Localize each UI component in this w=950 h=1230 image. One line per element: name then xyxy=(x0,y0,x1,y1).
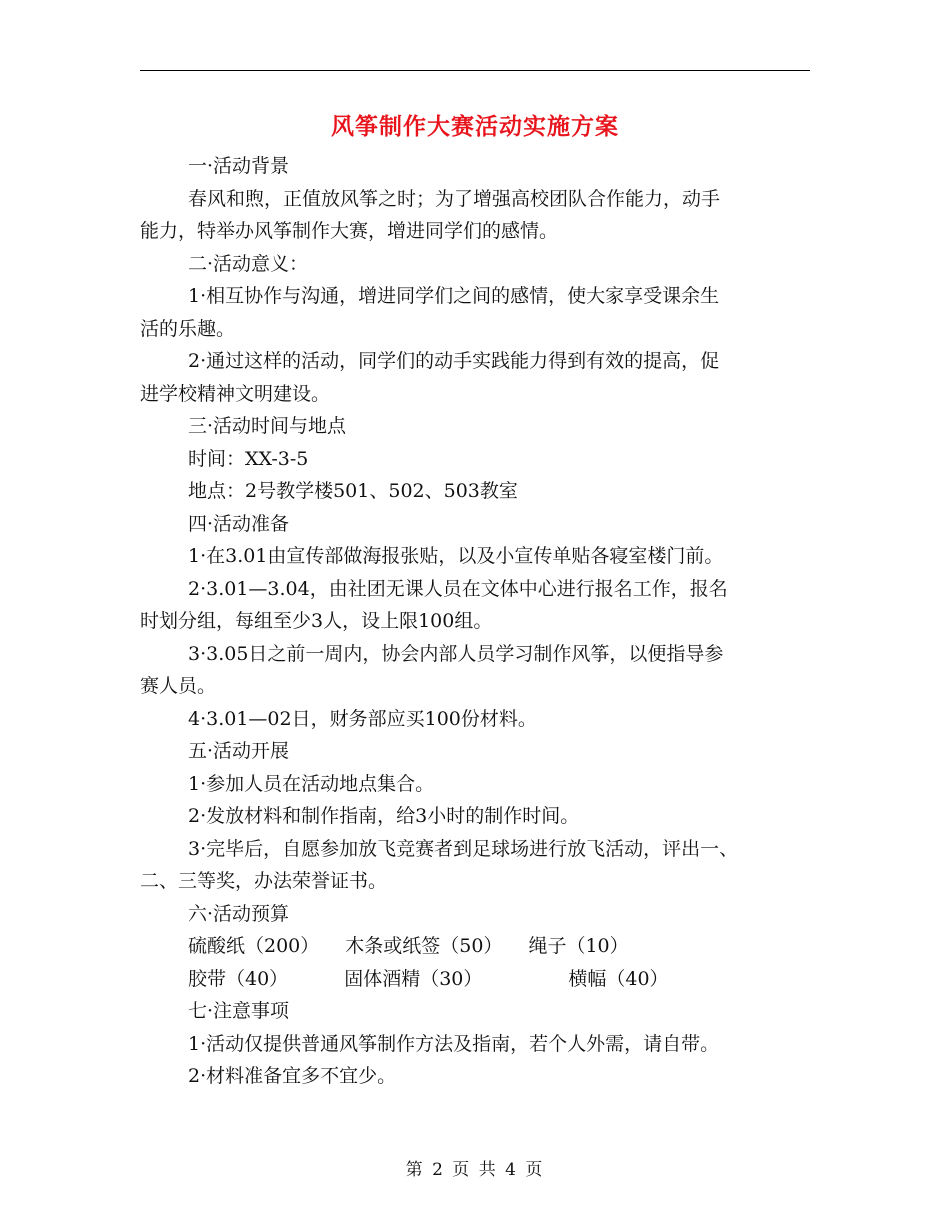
text-line: 一·活动背景 xyxy=(188,155,290,177)
text-line: 能力，特举办风筝制作大赛，增进同学们的感情。 xyxy=(140,220,559,242)
text-line: 二·活动意义： xyxy=(188,252,309,275)
text-line: 六·活动预算 xyxy=(188,902,290,925)
text-line: 2·发放材料和制作指南，给3小时的制作时间。 xyxy=(188,805,580,827)
text-line: 2·材料准备宜多不宜少。 xyxy=(188,1065,397,1087)
tail-lines xyxy=(140,995,820,1093)
text-line: 春风和煦，正值放风筝之时；为了增强高校团队合作能力，动手 xyxy=(188,187,721,210)
text-line: 时间：XX-3-5 xyxy=(188,447,309,470)
text-line: 地点：2号教学楼501、502、503教室 xyxy=(188,480,518,502)
text-line: 1·在3.01由宣传部做海报张贴，以及小宣传单贴各寝室楼门前。 xyxy=(188,545,724,567)
budget-item: 木条或纸签（50） xyxy=(345,935,503,957)
document-title: 风筝制作大赛活动实施方案 xyxy=(331,113,619,140)
budget-item: 绳子（10） xyxy=(528,935,629,957)
text-line: 活的乐趣。 xyxy=(140,317,236,340)
main-lines xyxy=(140,150,820,930)
text-line: 二、三等奖，办法荣誉证书。 xyxy=(140,870,388,892)
text-line: 五·活动开展 xyxy=(188,740,290,762)
text-line: 2·3.01—3.04，由社团无课人员在文体中心进行报名工作，报名 xyxy=(188,577,728,600)
text-line: 3·完毕后，自愿参加放飞竞赛者到足球场进行放飞活动，评出一、 xyxy=(188,837,739,860)
text-line: 1·参加人员在活动地点集合。 xyxy=(188,772,435,795)
text-line: 赛人员。 xyxy=(140,675,217,697)
budget-item: 胶带（40） xyxy=(188,967,289,990)
text-line: 1·活动仅提供普通风筝制作方法及指南，若个人外需，请自带。 xyxy=(188,1032,720,1055)
text-line: 2·通过这样的活动，同学们的动手实践能力得到有效的提高，促 xyxy=(188,350,720,372)
text-line: 三·活动时间与地点 xyxy=(188,415,347,437)
text-line: 四·活动准备 xyxy=(188,512,290,535)
budget-row-2 xyxy=(140,963,820,996)
text-line: 1·相互协作与沟通，增进同学们之间的感情，使大家享受课余生 xyxy=(188,285,720,307)
page-footer: 第 2 页 共 4 页 xyxy=(405,1160,545,1180)
budget-item: 固体酒精（30） xyxy=(344,967,483,990)
text-line: 进学校精神文明建设。 xyxy=(140,382,331,405)
document-body xyxy=(140,150,820,1093)
text-line: 4·3.01—02日，财务部应买100份材料。 xyxy=(188,707,537,730)
text-line: 时划分组，每组至少3人，设上限100组。 xyxy=(140,610,493,632)
budget-item: 横幅（40） xyxy=(568,967,669,990)
budget-row-1 xyxy=(140,930,820,963)
budget-item: 硫酸纸（200） xyxy=(188,935,320,957)
text-line: 3·3.05日之前一周内，协会内部人员学习制作风筝，以便指导参 xyxy=(188,642,724,665)
header-rule xyxy=(140,70,810,71)
text-line: 七·注意事项 xyxy=(188,1000,290,1022)
